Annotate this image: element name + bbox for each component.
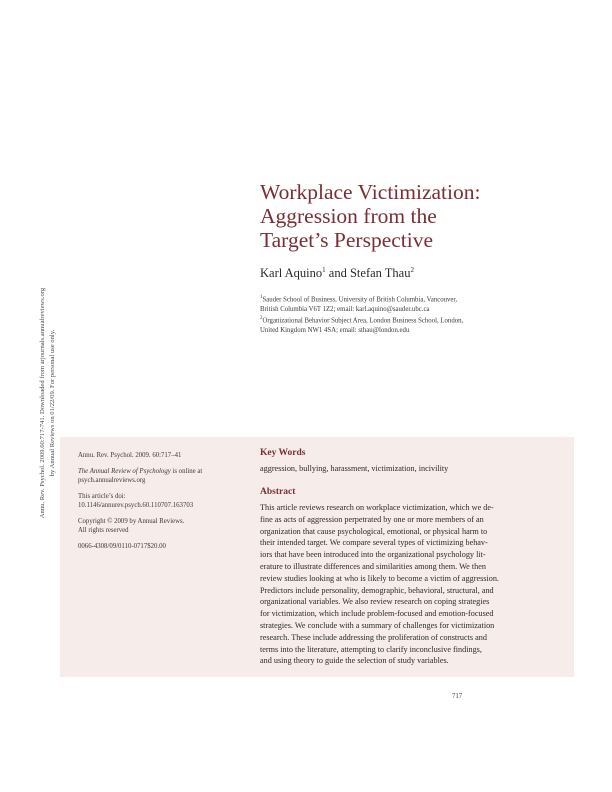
title-line: Target’s Perspective (260, 228, 434, 252)
abstract-line: their intended target. We compare several types of victimizing behav- (260, 538, 488, 548)
abstract-line: strategies. We conclude with a summary of challenges for victimization (260, 620, 495, 630)
abstract-line: for victimization, which include problem-focused and emotion-focused (260, 609, 494, 619)
issn: 0066-4308/09/0110-0717$20.00 (78, 542, 166, 550)
abstract-line: review studies looking at who is likely to become a victim of aggression. (260, 573, 499, 583)
abstract-line: This article reviews research on workplace victimization, which we de- (260, 503, 494, 512)
abstract-line: fine as acts of aggression perpetrated by one or more members of an (260, 514, 484, 524)
doi-label: This article’s doi: (78, 492, 126, 500)
abstract-line: erature to illustrate differences and similarities among them. We then (260, 561, 486, 571)
doi-block (78, 492, 228, 511)
title-line: Workplace Victimization: (260, 180, 481, 204)
rights: All rights reserved (78, 527, 129, 534)
affiliation-number: 2 (260, 316, 263, 321)
download-note-line1: Annu. Rev. Psychol. 2009.60:717-741. Downloaded from arjournals.annualreviews.org (39, 287, 46, 519)
abstract-heading: Abstract (260, 487, 296, 497)
abstract-line: iors that have been introduced into the organizational psychology lit- (260, 550, 486, 560)
author-affil-marker: 1 (322, 266, 326, 274)
affiliation-text: British Columbia V6T 1Z2; email: karl.aquino@sauder.ubc.ca (260, 306, 430, 314)
affiliation-text: United Kingdom NW1 4SA; email: sthau@london.edu (260, 327, 410, 335)
author-joiner: and (325, 266, 350, 281)
abstract-line: and using theory to guide the selection of study variables. (260, 656, 449, 666)
author-list (260, 266, 414, 281)
affiliation-text: Organizational Behavior Subject Area, London Business School, London, (262, 317, 464, 325)
author-name: Stefan Thau (349, 266, 411, 281)
publication-metadata (78, 451, 228, 557)
journal-url: psych.annualreviews.org (78, 477, 146, 484)
copyright-block (78, 517, 228, 536)
abstract-body (260, 502, 570, 667)
title-line: Aggression from the (260, 204, 437, 228)
page-number: 717 (452, 693, 463, 700)
affiliation-2 (260, 314, 490, 336)
online-note-text: is online at (170, 467, 203, 475)
abstract-line: organizational variables. We also review research on coping strategies (260, 597, 490, 607)
author-affil-marker: 2 (410, 266, 414, 274)
doi-value: 10.1146/annurev.psych.60.110707.163703 (78, 502, 194, 509)
abstract-line: organization that cause psychological, emotional, or physical harm to (260, 526, 488, 536)
keywords-text: aggression, bullying, harassment, victimization, incivility (260, 464, 449, 473)
journal-name: The Annual Review of Psychology (78, 467, 171, 475)
keywords-heading: Key Words (260, 448, 306, 458)
article-title (260, 180, 580, 252)
affiliation-1 (260, 293, 490, 315)
citation: Annu. Rev. Psychol. 2009. 60:717–41 (78, 452, 182, 459)
copyright: Copyright © 2009 by Annual Reviews. (78, 517, 185, 525)
download-note-line2: by Annual Reviews on 01/22/09. For personal use only. (49, 329, 56, 477)
abstract-line: Predictors include personality, demographic, behavioral, structural, and (260, 585, 494, 595)
abstract-line: terms into the literature, attempting to clarify inconclusive findings, (260, 644, 482, 654)
abstract-line: research. These include addressing the proliferation of constructs and (260, 632, 487, 642)
affiliation-number: 1 (260, 295, 263, 300)
author-name: Karl Aquino (260, 266, 323, 281)
affiliation-text: Sauder School of Business, University of British Columbia, Vancouver, (262, 296, 458, 304)
online-note (78, 467, 228, 486)
